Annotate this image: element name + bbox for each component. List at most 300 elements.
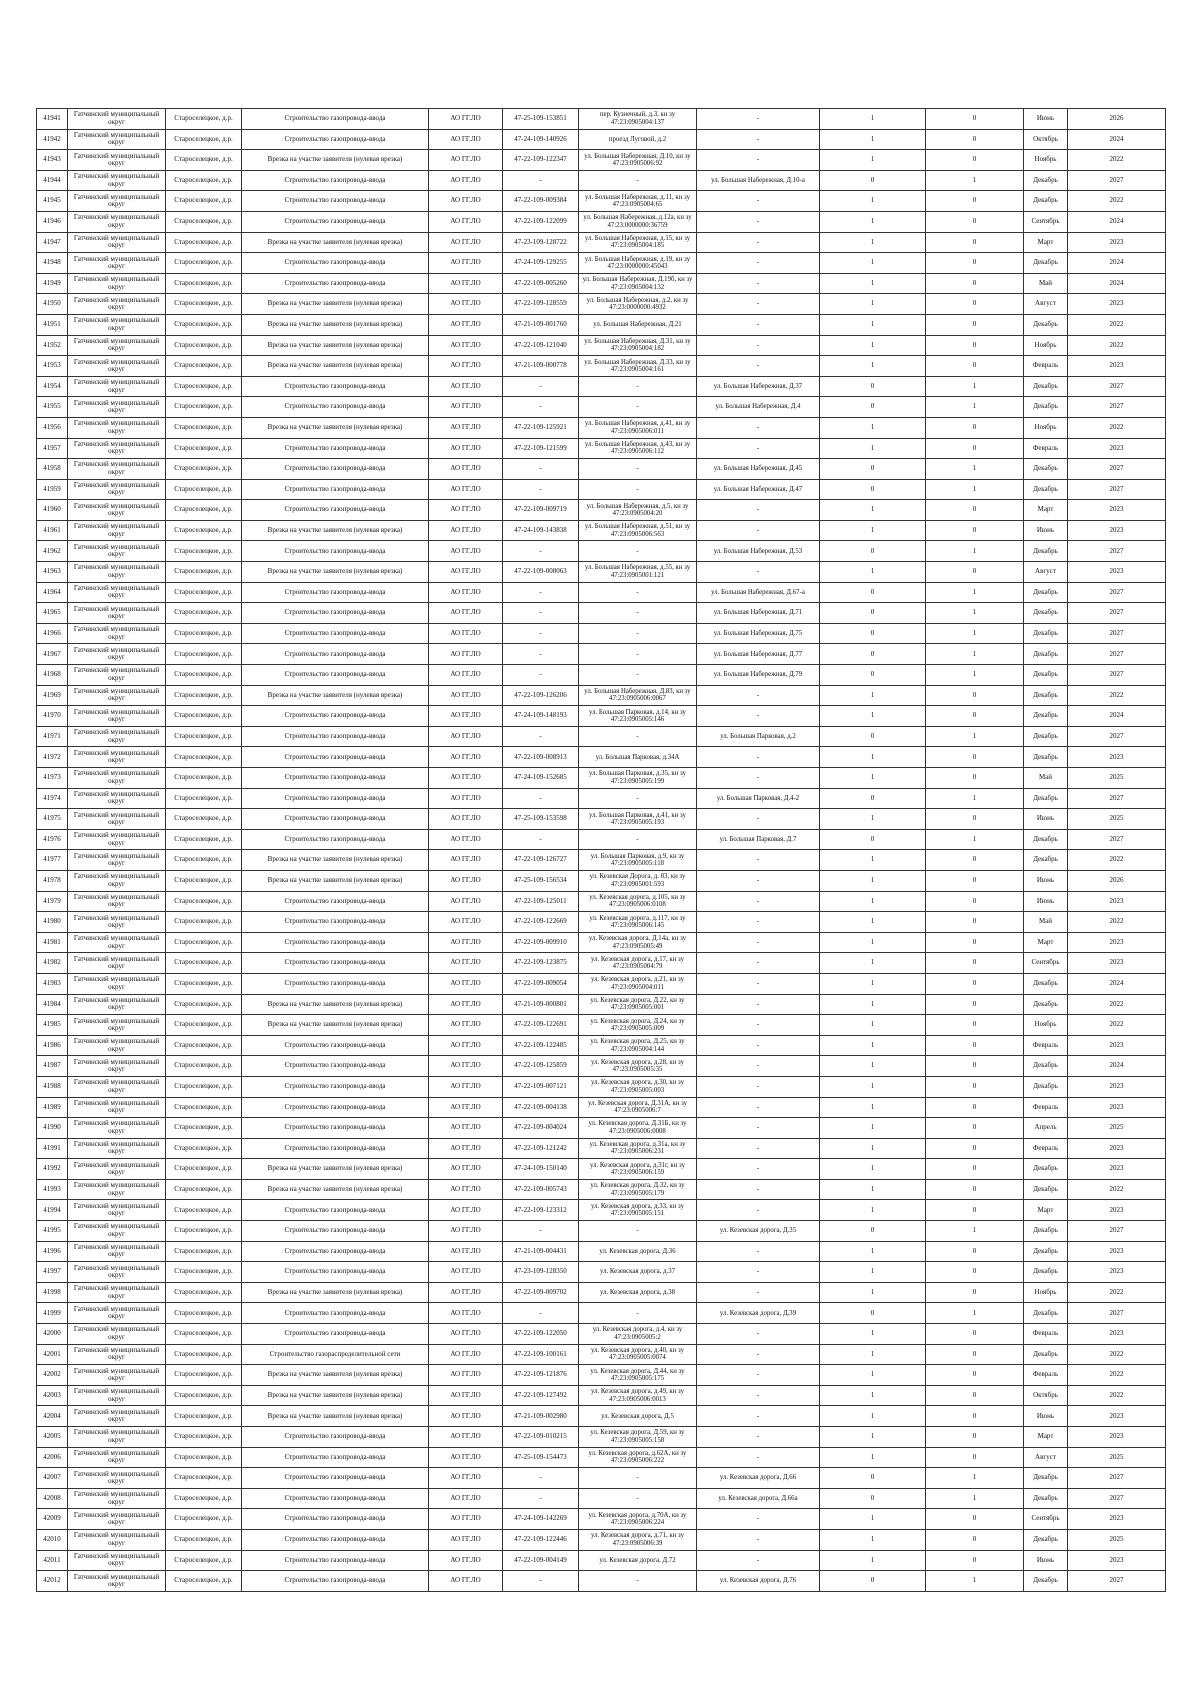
month-cell: Декабрь [1024, 685, 1068, 706]
organization-cell: АО ГГ.ЛО [429, 973, 503, 994]
year-cell: 2022 [1068, 685, 1166, 706]
settlement-cell: Староселецкое, д.р. [166, 170, 242, 191]
settlement-cell: Староселецкое, д.р. [166, 1179, 242, 1200]
organization-cell: АО ГГ.ЛО [429, 1550, 503, 1571]
municipality-cell: Гатчинский муниципальный округ [68, 356, 166, 377]
table-row [37, 211, 1166, 232]
month-cell: Декабрь [1024, 479, 1068, 500]
settlement-cell: Староселецкое, д.р. [166, 1118, 242, 1139]
settlement-cell: Староселецкое, д.р. [166, 1282, 242, 1303]
application-number-cell: 47-22-109-122691 [503, 1015, 579, 1036]
month-cell: Декабрь [1024, 1241, 1068, 1262]
municipality-cell: Гатчинский муниципальный округ [68, 912, 166, 933]
settlement-cell: Староселецкое, д.р. [166, 1138, 242, 1159]
count-planned-cell: 0 [926, 1118, 1024, 1139]
row-number-cell: 41948 [37, 253, 68, 274]
work-type-cell: Врезка на участке заявителя (нулевая врезка) [242, 685, 429, 706]
row-number-cell: 41982 [37, 953, 68, 974]
count-connected-cell: 1 [820, 1056, 926, 1077]
municipality-cell: Гатчинский муниципальный округ [68, 129, 166, 150]
municipality-cell: Гатчинский муниципальный округ [68, 314, 166, 335]
municipality-cell: Гатчинский муниципальный округ [68, 1179, 166, 1200]
organization-cell: АО ГГ.ЛО [429, 891, 503, 912]
settlement-cell: Староселецкое, д.р. [166, 1200, 242, 1221]
planned-address-cell: - [697, 1385, 820, 1406]
row-number-cell: 41972 [37, 747, 68, 768]
organization-cell: АО ГГ.ЛО [429, 1241, 503, 1262]
object-address-cell: ул. Кезевская дорога, д.71, кн зу 47:23:0905006:39 [579, 1529, 697, 1550]
month-cell: Ноябрь [1024, 1282, 1068, 1303]
planned-address-cell: - [697, 1159, 820, 1180]
planned-address-cell: - [697, 109, 820, 130]
count-planned-cell: 1 [926, 1468, 1024, 1489]
year-cell: 2027 [1068, 376, 1166, 397]
count-planned-cell: 0 [926, 1076, 1024, 1097]
organization-cell: АО ГГ.ЛО [429, 1529, 503, 1550]
planned-address-cell: ул. Большая Набережная, Д.37 [697, 376, 820, 397]
year-cell: 2027 [1068, 829, 1166, 850]
planned-address-cell: - [697, 314, 820, 335]
year-cell: 2023 [1068, 891, 1166, 912]
count-connected-cell: 1 [820, 520, 926, 541]
table-row [37, 788, 1166, 809]
settlement-cell: Староселецкое, д.р. [166, 1262, 242, 1283]
count-connected-cell: 0 [820, 665, 926, 686]
planned-address-cell: - [697, 1262, 820, 1283]
work-type-cell: Строительство газопровода-ввода [242, 397, 429, 418]
municipality-cell: Гатчинский муниципальный округ [68, 1468, 166, 1489]
application-number-cell: - [503, 644, 579, 665]
table-row [37, 335, 1166, 356]
table-row [37, 994, 1166, 1015]
planned-address-cell: ул. Большая Набережная, Д.45 [697, 459, 820, 480]
municipality-cell: Гатчинский муниципальный округ [68, 665, 166, 686]
object-address-cell: ул. Большая Парковая, д.14, кн зу 47:23:0905005:146 [579, 706, 697, 727]
application-number-cell: 47-22-109-125011 [503, 891, 579, 912]
table-row [37, 747, 1166, 768]
row-number-cell: 41961 [37, 520, 68, 541]
year-cell: 2024 [1068, 273, 1166, 294]
application-number-cell: 47-24-109-142269 [503, 1509, 579, 1530]
row-number-cell: 41997 [37, 1262, 68, 1283]
row-number-cell: 41943 [37, 150, 68, 171]
organization-cell: АО ГГ.ЛО [429, 1571, 503, 1592]
month-cell: Декабрь [1024, 1344, 1068, 1365]
settlement-cell: Староселецкое, д.р. [166, 603, 242, 624]
work-type-cell: Строительство газопровода-ввода [242, 1035, 429, 1056]
planned-address-cell: ул. Большая Набережная, Д.47 [697, 479, 820, 500]
table-row [37, 706, 1166, 727]
organization-cell: АО ГГ.ЛО [429, 1221, 503, 1242]
row-number-cell: 41976 [37, 829, 68, 850]
work-type-cell: Врезка на участке заявителя (нулевая врезка) [242, 520, 429, 541]
object-address-cell: - [579, 1488, 697, 1509]
year-cell: 2027 [1068, 623, 1166, 644]
object-address-cell: - [579, 170, 697, 191]
object-address-cell: ул. Большая Набережная, д.41, кн зу 47:23:0905006:011 [579, 417, 697, 438]
count-planned-cell: 0 [926, 932, 1024, 953]
municipality-cell: Гатчинский муниципальный округ [68, 1509, 166, 1530]
work-type-cell: Строительство газопровода-ввода [242, 603, 429, 624]
row-number-cell: 41959 [37, 479, 68, 500]
organization-cell: АО ГГ.ЛО [429, 1303, 503, 1324]
work-type-cell: Строительство газопровода-ввода [242, 273, 429, 294]
count-planned-cell: 0 [926, 1056, 1024, 1077]
organization-cell: АО ГГ.ЛО [429, 417, 503, 438]
settlement-cell: Староселецкое, д.р. [166, 500, 242, 521]
table-row [37, 891, 1166, 912]
municipality-cell: Гатчинский муниципальный округ [68, 1406, 166, 1427]
settlement-cell: Староселецкое, д.р. [166, 1097, 242, 1118]
settlement-cell: Староселецкое, д.р. [166, 335, 242, 356]
object-address-cell: ул. Большая Набережная, д.55, кн зу 47:23:0905001:121 [579, 562, 697, 583]
table-row [37, 356, 1166, 377]
count-connected-cell: 1 [820, 314, 926, 335]
table-row [37, 1529, 1166, 1550]
table-row [37, 1118, 1166, 1139]
count-planned-cell: 0 [926, 211, 1024, 232]
municipality-cell: Гатчинский муниципальный округ [68, 459, 166, 480]
object-address-cell: ул. Большая Набережная, Д.19б, кн зу 47:23:0905004:132 [579, 273, 697, 294]
work-type-cell: Строительство газопровода-ввода [242, 1427, 429, 1448]
month-cell: Декабрь [1024, 1488, 1068, 1509]
settlement-cell: Староселецкое, д.р. [166, 1365, 242, 1386]
month-cell: Декабрь [1024, 788, 1068, 809]
count-connected-cell: 1 [820, 1427, 926, 1448]
municipality-cell: Гатчинский муниципальный округ [68, 747, 166, 768]
work-type-cell: Строительство газопровода-ввода [242, 1118, 429, 1139]
organization-cell: АО ГГ.ЛО [429, 479, 503, 500]
count-connected-cell: 1 [820, 1282, 926, 1303]
table-row [37, 170, 1166, 191]
row-number-cell: 41999 [37, 1303, 68, 1324]
work-type-cell: Строительство газопровода-ввода [242, 1138, 429, 1159]
count-connected-cell: 0 [820, 459, 926, 480]
object-address-cell: ул. Большая Набережная, д.43, кн зу 47:23:0905006:112 [579, 438, 697, 459]
month-cell: Май [1024, 768, 1068, 789]
row-number-cell: 41987 [37, 1056, 68, 1077]
row-number-cell: 42011 [37, 1550, 68, 1571]
year-cell: 2027 [1068, 541, 1166, 562]
municipality-cell: Гатчинский муниципальный округ [68, 685, 166, 706]
year-cell: 2022 [1068, 150, 1166, 171]
application-number-cell: 47-24-109-152685 [503, 768, 579, 789]
municipality-cell: Гатчинский муниципальный округ [68, 1282, 166, 1303]
settlement-cell: Староселецкое, д.р. [166, 685, 242, 706]
organization-cell: АО ГГ.ЛО [429, 273, 503, 294]
count-planned-cell: 1 [926, 829, 1024, 850]
organization-cell: АО ГГ.ЛО [429, 1282, 503, 1303]
work-type-cell: Строительство газопровода-ввода [242, 459, 429, 480]
municipality-cell: Гатчинский муниципальный округ [68, 1550, 166, 1571]
row-number-cell: 41955 [37, 397, 68, 418]
row-number-cell: 41971 [37, 726, 68, 747]
application-number-cell: 47-22-109-004149 [503, 1550, 579, 1571]
organization-cell: АО ГГ.ЛО [429, 1385, 503, 1406]
work-type-cell: Строительство газопровода-ввода [242, 1097, 429, 1118]
month-cell: Ноябрь [1024, 335, 1068, 356]
count-connected-cell: 1 [820, 1324, 926, 1345]
settlement-cell: Староселецкое, д.р. [166, 1241, 242, 1262]
row-number-cell: 42000 [37, 1324, 68, 1345]
table-row [37, 582, 1166, 603]
object-address-cell: - [579, 1468, 697, 1489]
object-address-cell: ул. Большая Набережная, д.19, кн зу 47:23:0000000:45043 [579, 253, 697, 274]
count-connected-cell: 1 [820, 706, 926, 727]
month-cell: Февраль [1024, 1324, 1068, 1345]
count-planned-cell: 1 [926, 665, 1024, 686]
work-type-cell: Строительство газопровода-ввода [242, 479, 429, 500]
planned-address-cell: - [697, 335, 820, 356]
municipality-cell: Гатчинский муниципальный округ [68, 1344, 166, 1365]
table-row [37, 314, 1166, 335]
count-planned-cell: 0 [926, 1509, 1024, 1530]
table-row [37, 376, 1166, 397]
object-address-cell: ул. Большая Набережная, Д.83, кн зу 47:23:0905006:0067 [579, 685, 697, 706]
count-connected-cell: 1 [820, 932, 926, 953]
municipality-cell: Гатчинский муниципальный округ [68, 582, 166, 603]
table-row [37, 850, 1166, 871]
application-number-cell: 47-22-109-121876 [503, 1365, 579, 1386]
settlement-cell: Староселецкое, д.р. [166, 520, 242, 541]
year-cell: 2027 [1068, 459, 1166, 480]
count-planned-cell: 0 [926, 294, 1024, 315]
count-connected-cell: 0 [820, 170, 926, 191]
table-row [37, 1550, 1166, 1571]
municipality-cell: Гатчинский муниципальный округ [68, 1097, 166, 1118]
settlement-cell: Староселецкое, д.р. [166, 232, 242, 253]
settlement-cell: Староселецкое, д.р. [166, 562, 242, 583]
count-connected-cell: 1 [820, 253, 926, 274]
settlement-cell: Староселецкое, д.р. [166, 1303, 242, 1324]
application-number-cell: 47-24-109-143838 [503, 520, 579, 541]
count-planned-cell: 0 [926, 1179, 1024, 1200]
application-number-cell: - [503, 829, 579, 850]
month-cell: Март [1024, 932, 1068, 953]
table-row [37, 768, 1166, 789]
planned-address-cell: - [697, 706, 820, 727]
table-row [37, 438, 1166, 459]
municipality-cell: Гатчинский муниципальный округ [68, 870, 166, 891]
count-planned-cell: 0 [926, 562, 1024, 583]
count-connected-cell: 1 [820, 1076, 926, 1097]
settlement-cell: Староселецкое, д.р. [166, 1406, 242, 1427]
table-row [37, 1179, 1166, 1200]
table-row [37, 1076, 1166, 1097]
year-cell: 2025 [1068, 809, 1166, 830]
count-planned-cell: 0 [926, 891, 1024, 912]
count-connected-cell: 1 [820, 273, 926, 294]
planned-address-cell: ул. Большая Набережная, Д.77 [697, 644, 820, 665]
count-connected-cell: 0 [820, 623, 926, 644]
application-number-cell: - [503, 170, 579, 191]
organization-cell: АО ГГ.ЛО [429, 1035, 503, 1056]
count-planned-cell: 0 [926, 150, 1024, 171]
organization-cell: АО ГГ.ЛО [429, 150, 503, 171]
application-number-cell: 47-22-109-125859 [503, 1056, 579, 1077]
table-row [37, 253, 1166, 274]
planned-address-cell: - [697, 1282, 820, 1303]
count-planned-cell: 0 [926, 1344, 1024, 1365]
settlement-cell: Староселецкое, д.р. [166, 417, 242, 438]
month-cell: Декабрь [1024, 397, 1068, 418]
month-cell: Декабрь [1024, 1221, 1068, 1242]
count-connected-cell: 1 [820, 747, 926, 768]
application-number-cell: 47-22-109-008063 [503, 562, 579, 583]
work-type-cell: Строительство газопровода-ввода [242, 1076, 429, 1097]
table-row [37, 417, 1166, 438]
work-type-cell: Врезка на участке заявителя (нулевая врезка) [242, 232, 429, 253]
object-address-cell: ул. Большая Набережная, Д.31, кн зу 47:23:0905004:182 [579, 335, 697, 356]
month-cell: Декабрь [1024, 191, 1068, 212]
organization-cell: АО ГГ.ЛО [429, 314, 503, 335]
count-connected-cell: 1 [820, 1241, 926, 1262]
row-number-cell: 41977 [37, 850, 68, 871]
municipality-cell: Гатчинский муниципальный округ [68, 397, 166, 418]
planned-address-cell: - [697, 1241, 820, 1262]
count-connected-cell: 1 [820, 1159, 926, 1180]
planned-address-cell: ул. Большая Набережная, Д.53 [697, 541, 820, 562]
municipality-cell: Гатчинский муниципальный округ [68, 541, 166, 562]
month-cell: Август [1024, 1447, 1068, 1468]
year-cell: 2022 [1068, 850, 1166, 871]
month-cell: Декабрь [1024, 1056, 1068, 1077]
object-address-cell: - [579, 726, 697, 747]
municipality-cell: Гатчинский муниципальный округ [68, 644, 166, 665]
organization-cell: АО ГГ.ЛО [429, 1427, 503, 1448]
count-planned-cell: 1 [926, 479, 1024, 500]
organization-cell: АО ГГ.ЛО [429, 1076, 503, 1097]
count-planned-cell: 0 [926, 706, 1024, 727]
count-connected-cell: 1 [820, 1365, 926, 1386]
planned-address-cell: - [697, 438, 820, 459]
planned-address-cell: - [697, 1076, 820, 1097]
count-connected-cell: 0 [820, 479, 926, 500]
count-connected-cell: 1 [820, 953, 926, 974]
count-planned-cell: 0 [926, 850, 1024, 871]
count-connected-cell: 1 [820, 891, 926, 912]
count-planned-cell: 0 [926, 953, 1024, 974]
year-cell: 2027 [1068, 1303, 1166, 1324]
work-type-cell: Врезка на участке заявителя (нулевая врезка) [242, 294, 429, 315]
planned-address-cell: ул. Большая Парковая, Д.7 [697, 829, 820, 850]
row-number-cell: 42010 [37, 1529, 68, 1550]
row-number-cell: 41950 [37, 294, 68, 315]
application-number-cell: 47-22-109-122050 [503, 1324, 579, 1345]
organization-cell: АО ГГ.ЛО [429, 994, 503, 1015]
settlement-cell: Староселецкое, д.р. [166, 376, 242, 397]
work-type-cell: Строительство газопровода-ввода [242, 829, 429, 850]
organization-cell: АО ГГ.ЛО [429, 520, 503, 541]
planned-address-cell: - [697, 562, 820, 583]
municipality-cell: Гатчинский муниципальный округ [68, 1159, 166, 1180]
month-cell: Февраль [1024, 1138, 1068, 1159]
object-address-cell: - [579, 829, 697, 850]
count-planned-cell: 0 [926, 1550, 1024, 1571]
organization-cell: АО ГГ.ЛО [429, 829, 503, 850]
row-number-cell: 41966 [37, 623, 68, 644]
year-cell: 2023 [1068, 1097, 1166, 1118]
work-type-cell: Строительство газопровода-ввода [242, 1324, 429, 1345]
row-number-cell: 41956 [37, 417, 68, 438]
row-number-cell: 41967 [37, 644, 68, 665]
organization-cell: АО ГГ.ЛО [429, 335, 503, 356]
table-row [37, 1427, 1166, 1448]
month-cell: Декабрь [1024, 314, 1068, 335]
application-number-cell: 47-22-109-123312 [503, 1200, 579, 1221]
municipality-cell: Гатчинский муниципальный округ [68, 1035, 166, 1056]
planned-address-cell: - [697, 870, 820, 891]
count-planned-cell: 0 [926, 973, 1024, 994]
table-row [37, 870, 1166, 891]
application-number-cell: 47-22-109-127492 [503, 1385, 579, 1406]
row-number-cell: 41941 [37, 109, 68, 130]
row-number-cell: 41962 [37, 541, 68, 562]
settlement-cell: Староселецкое, д.р. [166, 1056, 242, 1077]
planned-address-cell: - [697, 1118, 820, 1139]
work-type-cell: Врезка на участке заявителя (нулевая врезка) [242, 1365, 429, 1386]
organization-cell: АО ГГ.ЛО [429, 603, 503, 624]
row-number-cell: 41942 [37, 129, 68, 150]
year-cell: 2023 [1068, 1159, 1166, 1180]
work-type-cell: Строительство газопровода-ввода [242, 1056, 429, 1077]
count-connected-cell: 1 [820, 809, 926, 830]
organization-cell: АО ГГ.ЛО [429, 1262, 503, 1283]
application-number-cell: 47-25-109-153598 [503, 809, 579, 830]
organization-cell: АО ГГ.ЛО [429, 1365, 503, 1386]
planned-address-cell: - [697, 932, 820, 953]
municipality-cell: Гатчинский муниципальный округ [68, 500, 166, 521]
planned-address-cell: - [697, 1138, 820, 1159]
organization-cell: АО ГГ.ЛО [429, 170, 503, 191]
organization-cell: АО ГГ.ЛО [429, 1097, 503, 1118]
planned-address-cell: - [697, 1035, 820, 1056]
application-number-cell: 47-24-109-150140 [503, 1159, 579, 1180]
row-number-cell: 41957 [37, 438, 68, 459]
count-connected-cell: 1 [820, 768, 926, 789]
count-planned-cell: 0 [926, 1262, 1024, 1283]
work-type-cell: Строительство газопровода-ввода [242, 623, 429, 644]
planned-address-cell: - [697, 768, 820, 789]
year-cell: 2027 [1068, 1221, 1166, 1242]
municipality-cell: Гатчинский муниципальный округ [68, 706, 166, 727]
year-cell: 2024 [1068, 973, 1166, 994]
settlement-cell: Староселецкое, д.р. [166, 479, 242, 500]
municipality-cell: Гатчинский муниципальный округ [68, 829, 166, 850]
work-type-cell: Врезка на участке заявителя (нулевая врезка) [242, 1282, 429, 1303]
table-row [37, 726, 1166, 747]
year-cell: 2027 [1068, 1468, 1166, 1489]
count-planned-cell: 0 [926, 1159, 1024, 1180]
application-number-cell: 47-22-109-122099 [503, 211, 579, 232]
count-planned-cell: 0 [926, 1385, 1024, 1406]
municipality-cell: Гатчинский муниципальный округ [68, 1385, 166, 1406]
settlement-cell: Староселецкое, д.р. [166, 1447, 242, 1468]
year-cell: 2023 [1068, 232, 1166, 253]
year-cell: 2022 [1068, 191, 1166, 212]
application-number-cell: 47-21-109-000778 [503, 356, 579, 377]
count-planned-cell: 0 [926, 685, 1024, 706]
organization-cell: АО ГГ.ЛО [429, 1200, 503, 1221]
count-connected-cell: 1 [820, 500, 926, 521]
application-number-cell: 47-22-109-122485 [503, 1035, 579, 1056]
settlement-cell: Староселецкое, д.р. [166, 891, 242, 912]
planned-address-cell: ул. Большая Набережная, Д.4 [697, 397, 820, 418]
year-cell: 2022 [1068, 994, 1166, 1015]
application-number-cell: 47-21-109-000801 [503, 994, 579, 1015]
object-address-cell: ул. Большая Парковая, д.9, кн зу 47:23:0905005:118 [579, 850, 697, 871]
object-address-cell: - [579, 788, 697, 809]
